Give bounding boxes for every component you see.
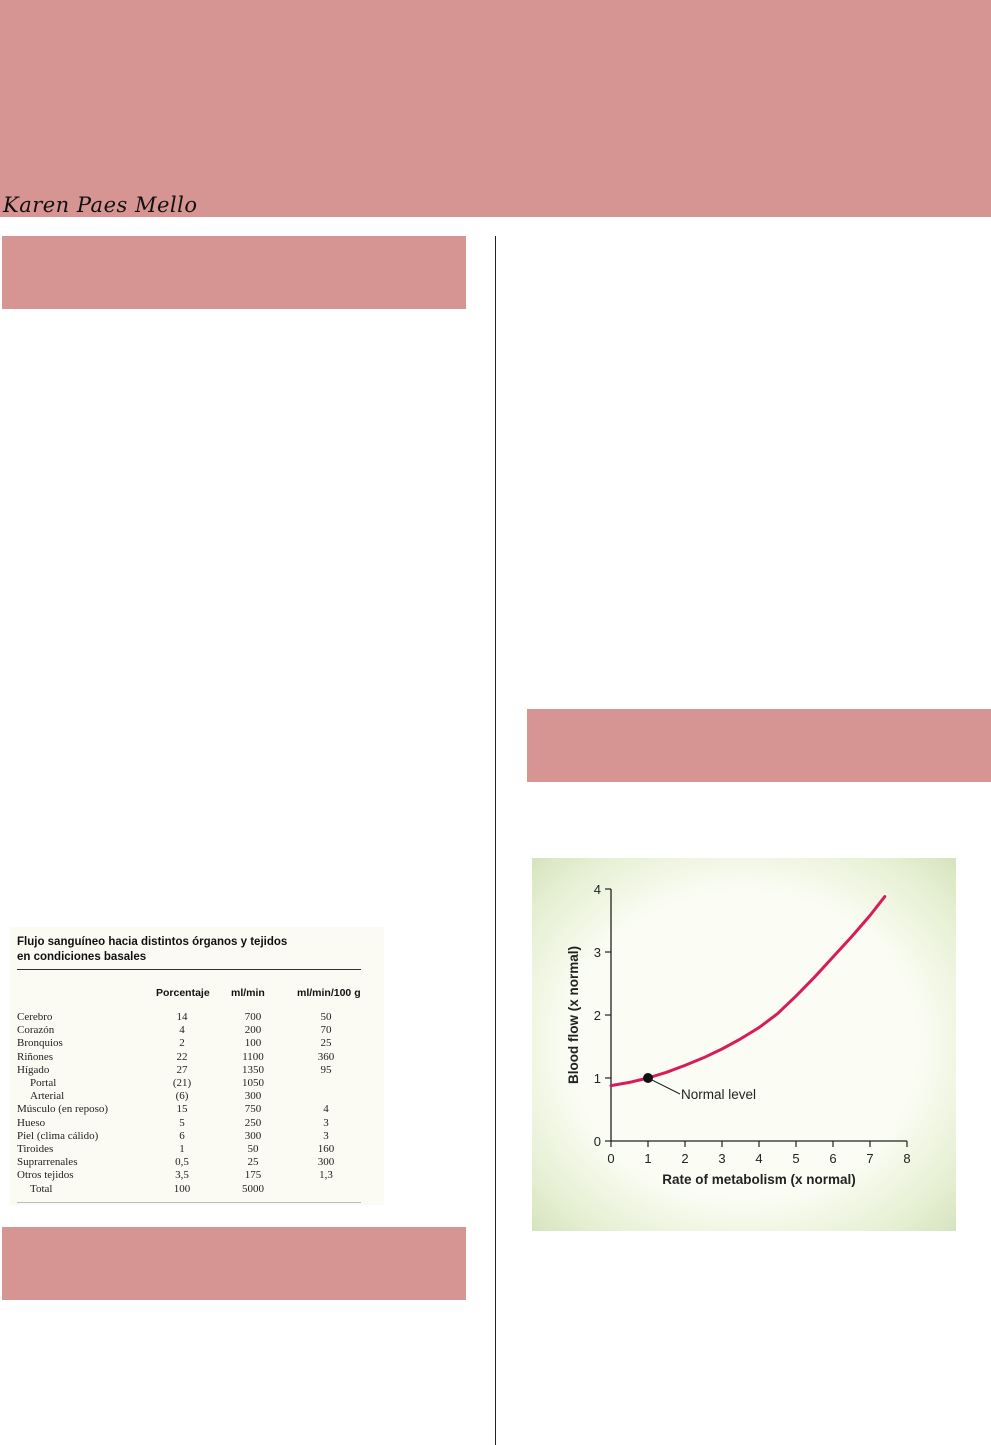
ml-min-cell: 1350	[242, 1063, 264, 1076]
percent-cell: (21)	[172, 1077, 192, 1089]
table-row	[10, 1064, 384, 1077]
organ-cell: Piel (clima cálido)	[17, 1129, 99, 1142]
section-band-left-top	[2, 236, 466, 309]
table-row	[10, 1051, 384, 1064]
table-row	[10, 1169, 384, 1182]
annotation-leader	[652, 1080, 680, 1094]
series-line	[611, 897, 885, 1086]
table-rule-bottom	[17, 1202, 361, 1203]
organ-cell: Bronquios	[17, 1037, 63, 1050]
percent-cell: 5	[179, 1116, 185, 1129]
y-tick-label: 4	[593, 882, 601, 897]
x-tick-label: 3	[718, 1151, 726, 1166]
table-title-line-2: en condiciones basales	[17, 951, 147, 963]
ml-min-cell: 50	[247, 1143, 259, 1155]
ml-min-100g-cell: 70	[320, 1024, 332, 1037]
organ-cell: Cerebro	[17, 1011, 53, 1023]
x-tick-label: 1	[644, 1151, 652, 1166]
x-tick-label: 4	[755, 1151, 763, 1166]
table-title-line-1: Flujo sanguíneo hacia distintos órganos y tejidos	[17, 936, 288, 948]
ml-min-cell: 100	[244, 1037, 262, 1050]
percent-cell: 3,5	[175, 1169, 189, 1182]
ml-min-cell: 175	[244, 1169, 262, 1182]
y-tick-label: 2	[593, 1008, 601, 1023]
y-tick-label: 0	[593, 1134, 601, 1149]
percent-cell: 22	[176, 1050, 188, 1063]
organ-cell: Portal	[30, 1077, 57, 1089]
x-tick-label: 2	[681, 1151, 689, 1166]
table-row	[10, 1103, 384, 1116]
table-row	[10, 1037, 384, 1050]
ml-min-100g-cell: 160	[317, 1143, 335, 1155]
organ-cell: Músculo (en reposo)	[17, 1103, 109, 1116]
ml-min-cell: 750	[244, 1103, 262, 1116]
ml-min-100g-cell: 4	[323, 1103, 329, 1116]
ml-min-100g-cell: 50	[320, 1011, 332, 1023]
annotation-label: Normal level	[681, 1087, 757, 1102]
ml-min-cell: 1100	[242, 1050, 264, 1063]
ml-min-100g-cell: 95	[320, 1063, 332, 1076]
percent-cell: 4	[179, 1024, 185, 1037]
percent-cell: 27	[176, 1063, 188, 1076]
table-row	[10, 1090, 384, 1103]
x-tick-label: 8	[903, 1151, 911, 1166]
ml-min-cell: 250	[244, 1116, 262, 1129]
ml-min-100g-cell: 1,3	[319, 1169, 333, 1182]
percent-cell: 14	[176, 1011, 188, 1023]
percent-cell: 0,5	[175, 1156, 189, 1169]
normal-level-point	[643, 1073, 653, 1083]
ml-min-100g-cell: 360	[317, 1050, 335, 1063]
percent-cell: 6	[179, 1129, 185, 1142]
percent-cell: 1	[179, 1143, 185, 1155]
column-header-ml-min: ml/min	[231, 987, 265, 999]
ml-min-cell: 300	[244, 1129, 262, 1142]
x-tick-label: 5	[792, 1151, 800, 1166]
column-header-ml-min-100g: ml/min/100 g	[297, 987, 361, 999]
table-title	[17, 935, 337, 965]
y-tick-label: 1	[593, 1071, 601, 1086]
organ-cell: Suprarrenales	[17, 1156, 78, 1169]
ml-min-cell: 1050	[242, 1077, 264, 1089]
x-tick-label: 0	[607, 1151, 615, 1166]
x-axis-label: Rate of metabolism (x normal)	[662, 1172, 856, 1187]
table-row	[10, 1077, 384, 1090]
author-name: Karen Paes Mello	[3, 193, 198, 217]
percent-cell: 100	[173, 1182, 191, 1195]
organ-cell: Riñones	[17, 1050, 54, 1063]
ml-min-100g-cell: 300	[317, 1156, 335, 1169]
ml-min-cell: 25	[247, 1156, 259, 1169]
blood-flow-table	[10, 927, 384, 1205]
header-band	[0, 0, 991, 217]
ml-min-100g-cell: 3	[323, 1116, 329, 1129]
table-row	[10, 1156, 384, 1169]
section-band-left-bottom	[2, 1227, 466, 1300]
organ-cell: Arterial	[30, 1090, 65, 1103]
organ-cell: Hígado	[17, 1063, 50, 1076]
ml-min-100g-cell: 25	[320, 1037, 332, 1050]
ml-min-cell: 300	[244, 1090, 262, 1103]
percent-cell: 15	[176, 1103, 188, 1116]
section-band-right	[527, 709, 991, 782]
column-header-percent: Porcentaje	[156, 987, 210, 999]
organ-cell: Corazón	[17, 1024, 55, 1037]
blood-flow-chart	[532, 858, 956, 1231]
organ-cell: Tiroides	[17, 1143, 54, 1155]
y-axis-label: Blood flow (x normal)	[566, 946, 581, 1084]
percent-cell: (6)	[175, 1090, 189, 1103]
chart-svg	[532, 858, 956, 1231]
ml-min-cell: 200	[244, 1024, 262, 1037]
organ-cell: Otros tejidos	[17, 1169, 74, 1182]
x-tick-label: 6	[829, 1151, 837, 1166]
table-rule	[17, 969, 361, 970]
table-row	[10, 1130, 384, 1143]
organ-cell: Hueso	[17, 1116, 46, 1129]
table-row	[10, 1011, 384, 1024]
ml-min-cell: 5000	[242, 1182, 264, 1195]
organ-cell: Total	[30, 1182, 53, 1195]
column-divider	[495, 236, 496, 1445]
table-row	[10, 1024, 384, 1037]
y-tick-label: 3	[593, 945, 601, 960]
table-row	[10, 1143, 384, 1156]
table-row	[10, 1117, 384, 1130]
ml-min-100g-cell: 3	[323, 1129, 329, 1142]
ml-min-cell: 700	[244, 1011, 262, 1023]
x-tick-label: 7	[866, 1151, 874, 1166]
table-row	[10, 1183, 384, 1196]
percent-cell: 2	[179, 1037, 185, 1050]
